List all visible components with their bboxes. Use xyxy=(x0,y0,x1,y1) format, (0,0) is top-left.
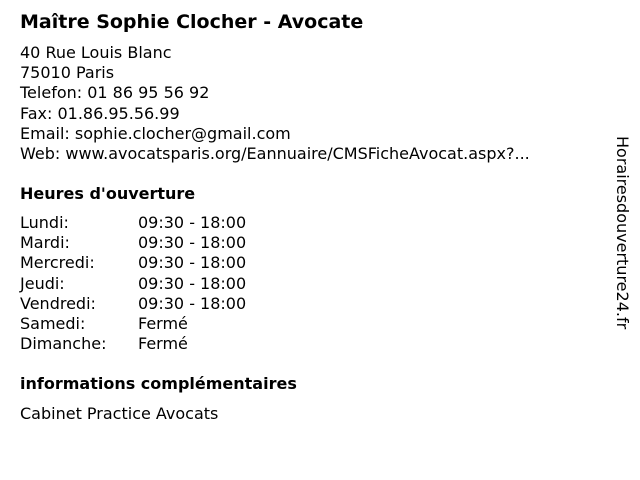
hours-row xyxy=(20,213,246,233)
hours-time: 09:30 - 18:00 xyxy=(138,213,247,232)
opening-hours-heading: Heures d'ouverture xyxy=(20,184,196,203)
page-title: Maître Sophie Clocher - Avocate xyxy=(20,11,364,33)
address-street: 40 Rue Louis Blanc xyxy=(20,43,172,62)
additional-info-text: Cabinet Practice Avocats xyxy=(20,404,219,423)
hours-time: Fermé xyxy=(138,314,188,334)
contact-block xyxy=(20,43,530,164)
hours-row xyxy=(20,294,246,314)
hours-day: Lundi: xyxy=(20,213,69,232)
hours-row xyxy=(20,233,246,253)
email-text: Email: sophie.clocher@gmail.com xyxy=(20,123,291,143)
hours-row xyxy=(20,253,246,273)
hours-row xyxy=(20,314,246,334)
address-city: 75010 Paris xyxy=(20,63,115,83)
opening-hours-table xyxy=(20,213,246,354)
hours-time: 09:30 - 18:00 xyxy=(138,293,247,313)
hours-row xyxy=(20,334,246,354)
hours-day: Samedi: xyxy=(20,314,86,334)
web-link[interactable]: Web: www.avocatsparis.org/Eannuaire/CMSFicheAvocat.aspx?... xyxy=(20,144,530,164)
hours-day: Mardi: xyxy=(20,233,70,253)
hours-time: 09:30 - 18:00 xyxy=(138,253,247,273)
hours-day: Jeudi: xyxy=(20,273,65,293)
phone-text: Telefon: 01 86 95 56 92 xyxy=(20,83,210,103)
hours-day: Vendredi: xyxy=(20,293,96,313)
hours-day: Mercredi: xyxy=(20,253,95,273)
hours-time: 09:30 - 18:00 xyxy=(138,233,247,253)
hours-row xyxy=(20,274,246,294)
hours-day: Dimanche: xyxy=(20,334,107,354)
additional-info-heading: informations complémentaires xyxy=(20,374,297,393)
hours-time: 09:30 - 18:00 xyxy=(138,273,247,293)
hours-time: Fermé xyxy=(138,334,188,354)
fax-text: Fax: 01.86.95.56.99 xyxy=(20,103,180,123)
site-watermark: Horairesdouverture24.fr xyxy=(613,136,632,330)
